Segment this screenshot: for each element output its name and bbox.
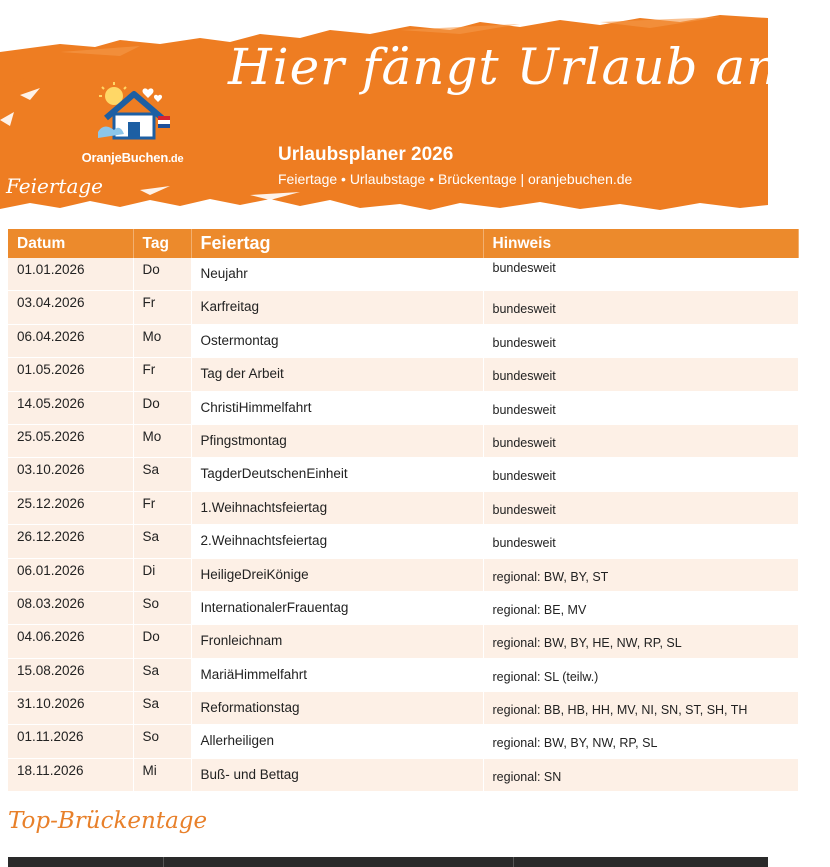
cell-tag-text: Do — [142, 395, 160, 411]
section-title-brueckentage: Top-Brückentage — [8, 808, 208, 834]
cell-feiertag-text — [192, 559, 416, 582]
cell-feiertag — [191, 324, 483, 357]
table-row[interactable] — [8, 558, 798, 591]
table-row[interactable] — [8, 258, 798, 291]
cell-datum-text: 25.12.2026 — [17, 495, 85, 511]
cell-hinweis — [483, 625, 798, 658]
cell-datum-text: 03.10.2026 — [17, 462, 85, 478]
table-row[interactable] — [8, 692, 798, 725]
cell-hinweis — [483, 424, 798, 457]
cell-datum — [8, 591, 133, 624]
cell-tag — [133, 491, 191, 524]
cell-hinweis-text: regional: BB, HB, HH, MV, NI, SN, ST, SH, TH — [492, 703, 748, 718]
cell-tag — [133, 758, 191, 791]
cell-tag — [133, 591, 191, 624]
column-header-datum[interactable]: Datum — [8, 229, 133, 258]
cell-hinweis — [483, 324, 798, 357]
cell-hinweis — [483, 558, 798, 591]
column-header-feiertag[interactable]: Feiertag — [191, 229, 483, 258]
cell-datum-text: 06.04.2026 — [17, 328, 85, 344]
table-row[interactable] — [8, 591, 798, 624]
cell-datum — [8, 491, 133, 524]
cell-hinweis — [483, 291, 798, 324]
feiertag-word: Könige — [266, 566, 309, 582]
cell-feiertag-text: 2.Weihnachtsfeiertag — [200, 533, 328, 549]
cell-hinweis — [483, 458, 798, 491]
cell-hinweis — [483, 692, 798, 725]
cell-tag-text: So — [142, 729, 160, 745]
column-divider — [513, 857, 514, 867]
script-headline: Hier fängt Urlaub an... — [228, 38, 830, 96]
cell-feiertag — [191, 558, 483, 591]
table-row[interactable] — [8, 658, 798, 691]
cell-datum — [8, 758, 133, 791]
cell-feiertag-text: Pfingstmontag — [200, 432, 287, 448]
cell-hinweis — [483, 725, 798, 758]
cell-hinweis-text: regional: BW, BY, ST — [492, 569, 609, 584]
cell-datum-text: 04.06.2026 — [17, 629, 85, 645]
cell-feiertag-text: Neujahr — [200, 266, 248, 281]
cell-datum — [8, 692, 133, 725]
feiertag-word: Heilige — [200, 566, 242, 582]
cell-feiertag — [191, 525, 483, 558]
cell-hinweis-text: regional: SN — [492, 769, 562, 784]
cell-hinweis — [483, 358, 798, 391]
table-row[interactable] — [8, 391, 798, 424]
cell-feiertag — [191, 658, 483, 691]
cell-tag-text: Sa — [142, 529, 160, 545]
column-header-hinweis[interactable]: Hinweis — [483, 229, 798, 258]
cell-tag — [133, 458, 191, 491]
cell-feiertag — [191, 591, 483, 624]
cell-tag-text: Mi — [142, 762, 157, 778]
cell-hinweis-text: regional: BE, MV — [492, 602, 587, 617]
cell-tag — [133, 625, 191, 658]
cell-datum-text: 06.01.2026 — [17, 562, 85, 578]
cell-hinweis-text: bundesweit — [492, 369, 556, 384]
cell-tag-text: Mo — [142, 428, 162, 444]
cell-hinweis-text: bundesweit — [492, 335, 556, 350]
cell-tag — [133, 358, 191, 391]
cell-tag-text: Fr — [142, 295, 156, 311]
cell-hinweis-text: bundesweit — [492, 435, 556, 450]
cell-feiertag — [191, 291, 483, 324]
cell-datum — [8, 525, 133, 558]
cell-tag-text: Fr — [142, 495, 156, 511]
cell-datum — [8, 625, 133, 658]
cell-feiertag — [191, 258, 483, 291]
cell-feiertag-text: Karfreitag — [200, 299, 260, 315]
cell-hinweis-text: bundesweit — [492, 536, 556, 551]
cell-feiertag — [191, 391, 483, 424]
house-sun-hearts-icon — [84, 82, 182, 148]
cell-hinweis — [483, 525, 798, 558]
cell-tag — [133, 424, 191, 457]
cell-hinweis-text: regional: BW, BY, NW, RP, SL — [492, 736, 658, 751]
cell-datum — [8, 558, 133, 591]
tagline: Feiertage • Urlaubstage • Brückentage | oranjebuchen.de — [278, 171, 633, 187]
cell-tag — [133, 258, 191, 291]
cell-datum — [8, 391, 133, 424]
cell-datum — [8, 658, 133, 691]
table-row[interactable] — [8, 291, 798, 324]
cell-datum — [8, 258, 133, 291]
table-row[interactable] — [8, 458, 798, 491]
cell-feiertag — [191, 491, 483, 524]
table-row[interactable] — [8, 625, 798, 658]
cell-hinweis-text: bundesweit — [492, 402, 556, 417]
cell-hinweis — [483, 658, 798, 691]
cell-feiertag-text: MariäHimmelfahrt — [200, 666, 308, 682]
cell-datum-text: 14.05.2026 — [17, 395, 85, 411]
cell-feiertag-text: Buß- und Bettag — [200, 766, 299, 782]
header-banner — [0, 0, 830, 225]
cell-datum — [8, 291, 133, 324]
cell-feiertag — [191, 625, 483, 658]
logo-name: OranjeBuchen — [81, 150, 169, 165]
cell-tag — [133, 558, 191, 591]
table-header-row — [8, 229, 798, 258]
cell-datum — [8, 424, 133, 457]
cell-datum-text: 01.11.2026 — [17, 729, 84, 745]
cell-datum-text: 01.05.2026 — [17, 362, 85, 378]
cell-hinweis-text: bundesweit — [492, 261, 556, 275]
cell-hinweis — [483, 391, 798, 424]
cell-datum — [8, 324, 133, 357]
cell-hinweis-text: regional: SL (teilw.) — [492, 669, 599, 684]
cell-datum-text: 08.03.2026 — [17, 595, 85, 611]
cell-hinweis-text: regional: BW, BY, HE, NW, RP, SL — [492, 636, 682, 651]
cell-feiertag-text: Ostermontag — [200, 332, 279, 348]
cell-feiertag-text: ChristiHimmelfahrt — [200, 399, 312, 415]
cell-tag — [133, 291, 191, 324]
cell-datum-text: 01.01.2026 — [17, 262, 85, 277]
table-row[interactable] — [8, 358, 798, 391]
cell-datum-text: 18.11.2026 — [17, 762, 84, 778]
cell-tag-text: So — [142, 595, 160, 611]
cell-hinweis-text: bundesweit — [492, 302, 556, 317]
cell-hinweis-text: bundesweit — [492, 469, 556, 484]
cell-feiertag-text: 1.Weihnachtsfeiertag — [200, 499, 328, 515]
cell-feiertag-text: Fronleichnam — [200, 633, 283, 649]
cell-hinweis — [483, 258, 798, 291]
cell-datum-text: 15.08.2026 — [17, 662, 85, 678]
cell-hinweis — [483, 591, 798, 624]
cell-tag — [133, 391, 191, 424]
cell-tag-text: Sa — [142, 662, 160, 678]
column-header-tag[interactable]: Tag — [133, 229, 191, 258]
cell-feiertag — [191, 758, 483, 791]
cell-datum-text: 26.12.2026 — [17, 529, 85, 545]
cell-feiertag — [191, 458, 483, 491]
cell-feiertag — [191, 725, 483, 758]
cell-datum-text: 25.05.2026 — [17, 428, 85, 444]
table-row[interactable] — [8, 324, 798, 357]
cell-feiertag — [191, 424, 483, 457]
cell-tag-text: Do — [142, 262, 160, 277]
cell-feiertag-text: Tag der Arbeit — [200, 366, 284, 382]
cell-tag — [133, 525, 191, 558]
table-row[interactable] — [8, 424, 798, 457]
cell-tag-text: Mo — [142, 328, 162, 344]
logo-domain: .de — [168, 153, 184, 165]
cell-feiertag — [191, 692, 483, 725]
feiertag-word: Drei — [241, 566, 267, 582]
column-divider — [163, 857, 164, 867]
cell-tag-text: Do — [142, 629, 160, 645]
table-body — [8, 258, 798, 792]
table-row[interactable] — [8, 758, 798, 791]
cell-tag-text: Fr — [142, 362, 156, 378]
cell-feiertag — [191, 358, 483, 391]
cell-tag — [133, 324, 191, 357]
cell-feiertag-text: Allerheiligen — [200, 733, 275, 749]
bridge-table-header-bar — [8, 857, 768, 867]
cell-feiertag-text: TagderDeutschenEinheit — [200, 466, 348, 482]
cell-tag-text: Sa — [142, 696, 160, 712]
table-row[interactable] — [8, 725, 798, 758]
cell-datum — [8, 358, 133, 391]
cell-datum — [8, 458, 133, 491]
cell-datum-text: 03.04.2026 — [17, 295, 85, 311]
cell-tag — [133, 658, 191, 691]
holiday-table — [8, 229, 799, 792]
logo-wordmark — [70, 150, 195, 165]
cell-datum — [8, 725, 133, 758]
cell-feiertag-text: InternationalerFrauentag — [200, 599, 349, 615]
section-label-feiertage: Feiertage — [6, 174, 104, 198]
table-row[interactable] — [8, 525, 798, 558]
cell-hinweis — [483, 491, 798, 524]
holiday-table-wrapper — [8, 229, 768, 792]
cell-tag — [133, 725, 191, 758]
cell-hinweis — [483, 758, 798, 791]
cell-hinweis-text: bundesweit — [492, 502, 556, 517]
cell-tag-text: Di — [142, 562, 156, 578]
cell-tag — [133, 692, 191, 725]
cell-datum-text: 31.10.2026 — [17, 696, 85, 712]
page-title: Urlaubsplaner 2026 — [278, 144, 454, 165]
brand-logo[interactable] — [70, 82, 195, 172]
table-row[interactable] — [8, 491, 798, 524]
cell-tag-text: Sa — [142, 462, 160, 478]
cell-feiertag-text: Reformationstag — [200, 700, 300, 716]
